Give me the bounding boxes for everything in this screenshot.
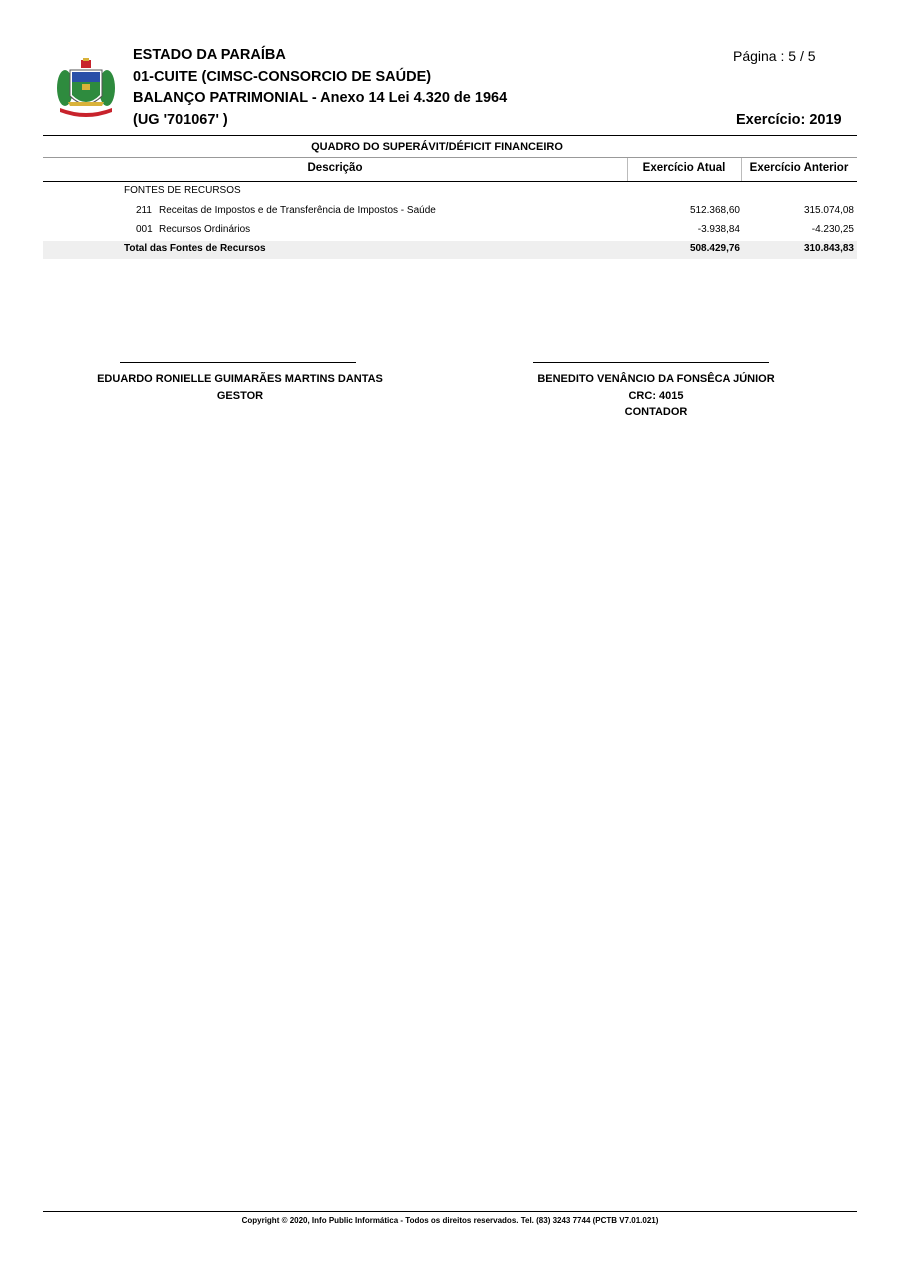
total-exercicio-anterior: 310.843,83 xyxy=(803,243,854,254)
header-state: ESTADO DA PARAÍBA xyxy=(133,47,286,63)
signature-role-contador: CONTADOR xyxy=(624,406,688,418)
header-ug: (UG '701067' ) xyxy=(133,112,228,128)
total-label: Total das Fontes de Recursos xyxy=(124,243,266,254)
fiscal-year: Exercício: 2019 xyxy=(736,112,842,128)
row-description: Receitas de Impostos e de Transferência de Impostos - Saúde xyxy=(159,205,436,216)
header-entity: 01-CUITE (CIMSC-CONSORCIO DE SAÚDE) xyxy=(133,69,432,85)
signature-line-contador xyxy=(533,362,769,363)
column-header-exercicio-atual: Exercício Atual xyxy=(642,162,726,174)
signature-crc-contador: CRC: 4015 xyxy=(628,390,684,402)
row-exercicio-anterior: 315.074,08 xyxy=(803,205,854,216)
header-report-title: BALANÇO PATRIMONIAL - Anexo 14 Lei 4.320 de 1964 xyxy=(133,90,508,106)
coat-of-arms-icon xyxy=(54,58,118,120)
table-header-top-rule xyxy=(43,157,857,158)
row-code: 001 xyxy=(136,224,153,235)
signature-name-contador: BENEDITO VENÂNCIO DA FONSÊCA JÚNIOR xyxy=(537,373,775,385)
section-label: FONTES DE RECURSOS xyxy=(124,185,241,196)
row-code: 211 xyxy=(136,205,152,216)
footer-divider xyxy=(43,1211,857,1212)
row-exercicio-atual: -3.938,84 xyxy=(697,224,740,235)
signature-role-gestor: GESTOR xyxy=(216,390,264,402)
total-exercicio-atual: 508.429,76 xyxy=(689,243,740,254)
row-exercicio-atual: 512.368,60 xyxy=(689,205,740,216)
header-divider xyxy=(43,135,857,136)
table-header-bottom-rule xyxy=(43,181,857,182)
table-title: QUADRO DO SUPERÁVIT/DÉFICIT FINANCEIRO xyxy=(311,141,563,153)
page-number: Página : 5 / 5 xyxy=(733,48,816,64)
signature-line-gestor xyxy=(120,362,356,363)
row-exercicio-anterior: -4.230,25 xyxy=(811,224,854,235)
footer-copyright: Copyright © 2020, Info Public Informática - Todos os direitos reservados. Tel. (83) 3243 7744 (PCTB V7.01.021) xyxy=(241,1216,659,1225)
column-header-descricao: Descrição xyxy=(307,162,363,174)
row-description: Recursos Ordinários xyxy=(159,224,251,235)
column-header-exercicio-anterior: Exercício Anterior xyxy=(749,162,849,174)
signature-name-gestor: EDUARDO RONIELLE GUIMARÃES MARTINS DANTAS xyxy=(97,373,383,385)
